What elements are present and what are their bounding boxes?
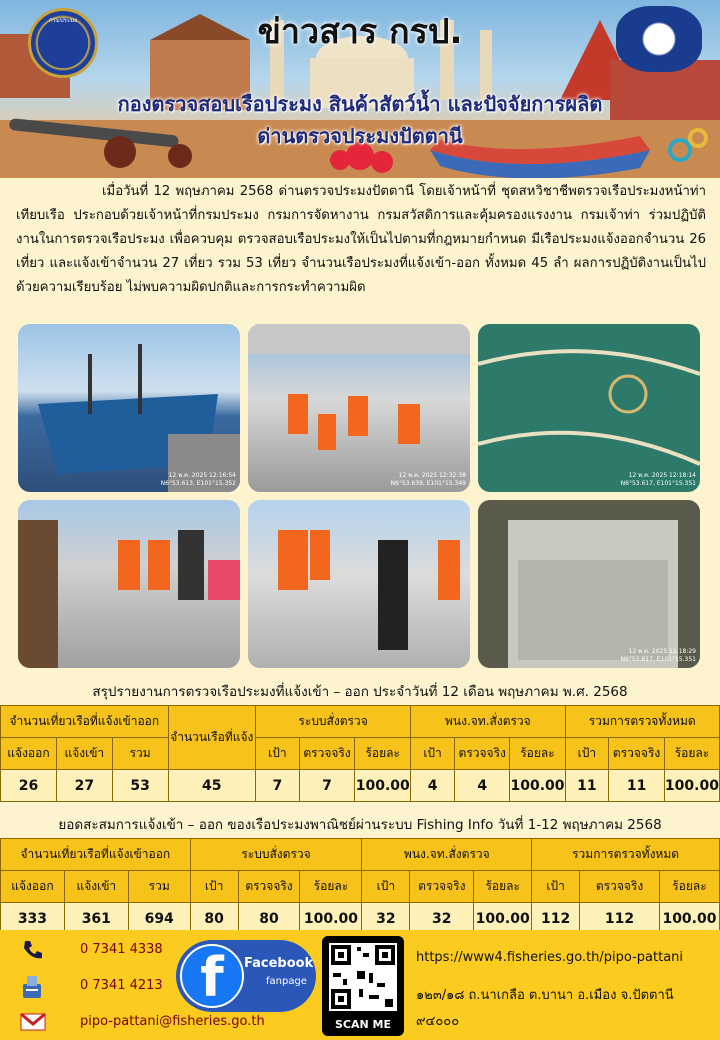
fanpage-label: fanpage <box>266 976 307 987</box>
qr-code[interactable] <box>322 936 404 1036</box>
checkpoint-name: ด่านตรวจประมงปัตตานี <box>257 124 463 148</box>
photo-scene <box>478 500 700 668</box>
photo-scene <box>248 324 470 492</box>
subheader-actual: ตรวจจริง <box>238 871 300 903</box>
value-system-percent: 100.00 <box>355 770 411 802</box>
phone-icon <box>20 938 44 962</box>
subheader-actual: ตรวจจริง <box>454 738 510 770</box>
facebook-icon: f <box>180 944 244 1008</box>
newsletter-title: ข่าวสาร กรป. <box>257 12 463 52</box>
value-out: 26 <box>1 770 57 802</box>
subheader-in: แจ้งเข้า <box>64 871 128 903</box>
division-name: กองตรวจสอบเรือประมง สินค้าสัตว์น้ำ และปัจจัยการผลิต <box>117 92 603 116</box>
cumulative-report-table <box>0 838 720 935</box>
subheader-actual: ตรวจจริง <box>410 871 474 903</box>
header-system-inspection: ระบบสั่งตรวจ <box>190 839 362 871</box>
value-total-actual: 11 <box>609 770 665 802</box>
photo-fish-hold <box>478 500 700 668</box>
subheader-target: เป้า <box>362 871 410 903</box>
subheader-percent: ร้อยละ <box>474 871 532 903</box>
value-total-target: 11 <box>565 770 609 802</box>
header-trips: จำนวนเที่ยวเรือที่แจ้งเข้าออก <box>1 839 191 871</box>
header-trips: จำนวนเที่ยวเรือที่แจ้งเข้าออก <box>1 706 169 738</box>
news-paragraph <box>16 180 706 300</box>
photo-fishing-net <box>478 324 700 492</box>
subheader-target: เป้า <box>256 738 300 770</box>
value-system-actual: 7 <box>299 770 355 802</box>
photo-scene <box>18 324 240 492</box>
subheader-in: แจ้งเข้า <box>56 738 112 770</box>
value-system-target: 7 <box>256 770 300 802</box>
value-officer-percent: 100.00 <box>510 770 565 802</box>
photo-document-check <box>18 500 240 668</box>
subheader-actual: ตรวจจริง <box>299 738 355 770</box>
news-paragraph-text: เมื่อวันที่ 12 พฤษภาคม 2568 ด่านตรวจประมงปัตตานี โดยเจ้าหน้าที่ ชุดสหวิชาชีพตรวจเรือประมงหน้าท่าเทียบเรือ ประกอบด้วยเจ้าหน้าที่กรมประมง กรมการจัดหางาน กรมสวัสดิการและคุ้มครองแรงงาน กรมเจ้าท่า ร่วมปฏิบัติงานในการตรวจเรือประมง เพื่อควบคุม ตรวจสอบเรือประมงให้เป็นไปตามที่กฎหมายกำหนด มีเรือประมงแจ้งออกจำนวน 26 เที่ยว และแจ้งเข้าจำนวน 27 เที่ยว รวม 53 เที่ยว จำนวนเรือประมงที่แจ้งเข้า-ออก ทั้งหมด 45 ลำ ผลการปฏิบัติงานเป็นไปด้วยความเรียบร้อย ไม่พบความผิดปกติและการกระทำความผิด <box>16 184 706 295</box>
value-in: 27 <box>56 770 112 802</box>
value-officer-target: 4 <box>411 770 455 802</box>
logo-right-text: FISHERY INSPECTION <box>623 15 695 22</box>
subheader-percent: ร้อยละ <box>300 871 362 903</box>
photo-scene <box>248 500 470 668</box>
photo-crew-inspection <box>248 500 470 668</box>
qr-pattern <box>329 943 397 1011</box>
daily-report-caption: สรุปรายงานการตรวจเรือประมงที่แจ้งเข้า – ออก ประจำวันที่ 12 เดือน พฤษภาคม พ.ศ. 2568 <box>92 684 628 700</box>
subheader-target: เป้า <box>190 871 238 903</box>
subheader-target: เป้า <box>565 738 609 770</box>
photo-inspection-team-walking <box>248 324 470 492</box>
address-line1: ๑๒๓/๑๘ ถ.นาเกลือ ต.บานา อ.เมือง จ.ปัตตานี <box>416 988 674 1003</box>
value-system-target: 80 <box>190 903 238 935</box>
subheader-percent: ร้อยละ <box>355 738 411 770</box>
header-officer-inspection: พนง.จท.สั่งตรวจ <box>362 839 532 871</box>
daily-report-table <box>0 705 720 802</box>
header-total-inspection: รวมการตรวจทั้งหมด <box>565 706 720 738</box>
subheader-target: เป้า <box>411 738 455 770</box>
value-in: 361 <box>64 903 128 935</box>
value-system-actual: 80 <box>238 903 300 935</box>
value-officer-target: 32 <box>362 903 410 935</box>
value-sum: 53 <box>112 770 168 802</box>
phone-number[interactable]: 0 7341 4338 <box>80 942 163 957</box>
facebook-fanpage-button[interactable] <box>176 940 316 1012</box>
logo-left-text: กรมประมง <box>49 17 77 24</box>
email-icon <box>20 1012 46 1032</box>
header-total-inspection: รวมการตรวจทั้งหมด <box>532 839 720 871</box>
subheader-actual: ตรวจจริง <box>580 871 660 903</box>
header-banner <box>0 0 720 178</box>
photo-timestamp: 12 พ.ค. 2025 12:32:38 N6°53.639, E101°15.349 <box>390 472 466 487</box>
subheader-target: เป้า <box>532 871 580 903</box>
value-officer-actual: 32 <box>410 903 474 935</box>
value-out: 333 <box>1 903 65 935</box>
photo-scene <box>478 324 700 492</box>
subheader-percent: ร้อยละ <box>664 738 719 770</box>
address-line2: ๙๔๐๐๐ <box>416 1014 460 1029</box>
photo-timestamp: 12 พ.ค. 2025 12:18:14 N6°53.617, E101°15.351 <box>620 472 696 487</box>
subheader-out: แจ้งออก <box>1 738 57 770</box>
value-boats: 45 <box>168 770 255 802</box>
value-officer-actual: 4 <box>454 770 510 802</box>
photo-fishing-boat-dock <box>18 324 240 492</box>
photo-timestamp: 12 พ.ค. 2025 12:18:29 N6°53.617, E101°15.351 <box>620 648 696 663</box>
cumulative-report-caption: ยอดสะสมการแจ้งเข้า – ออก ของเรือประมงพาณิชย์ผ่านระบบ Fishing Info วันที่ 1-12 พฤษภาคม 2568 <box>58 817 662 833</box>
fax-number[interactable]: 0 7341 4213 <box>80 978 163 993</box>
subheader-out: แจ้งออก <box>1 871 65 903</box>
header-boats: จำนวนเรือที่แจ้ง <box>168 706 255 770</box>
scan-me-label: SCAN ME <box>334 1018 391 1031</box>
value-total-percent: 100.00 <box>659 903 719 935</box>
fax-icon <box>20 974 44 1000</box>
contact-footer <box>0 930 720 1040</box>
header-system-inspection: ระบบสั่งตรวจ <box>256 706 411 738</box>
subheader-percent: ร้อยละ <box>659 871 719 903</box>
value-total-percent: 100.00 <box>664 770 719 802</box>
value-total-target: 112 <box>532 903 580 935</box>
value-officer-percent: 100.00 <box>474 903 532 935</box>
value-system-percent: 100.00 <box>300 903 362 935</box>
email-address[interactable]: pipo-pattani@fisheries.go.th <box>80 1014 265 1029</box>
facebook-label: Facebook <box>244 956 314 971</box>
header-officer-inspection: พนง.จท.สั่งตรวจ <box>411 706 565 738</box>
value-sum: 694 <box>128 903 190 935</box>
value-total-actual: 112 <box>580 903 660 935</box>
photo-timestamp: 12 พ.ค. 2025 12:16:54 N6°53.613, E101°15.352 <box>160 472 236 487</box>
website-link[interactable]: https://www4.fisheries.go.th/pipo-pattani <box>416 950 684 965</box>
photo-scene <box>18 500 240 668</box>
subheader-percent: ร้อยละ <box>510 738 565 770</box>
qr-code-icon <box>329 943 397 1011</box>
subheader-sum: รวม <box>128 871 190 903</box>
subheader-actual: ตรวจจริง <box>609 738 665 770</box>
subheader-sum: รวม <box>112 738 168 770</box>
